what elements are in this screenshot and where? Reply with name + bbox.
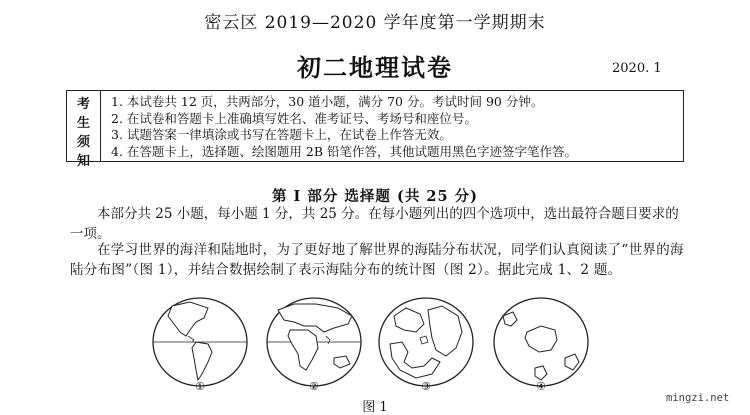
watermark: mingzi.net bbox=[666, 392, 730, 404]
section-intro: 本部分共 25 小题，每小题 1 分，共 25 分。在每小题列出的四个选项中，选出最符合题目要求的一项。 bbox=[70, 206, 679, 242]
figure-caption: 图 1 bbox=[362, 400, 388, 415]
globe-label: ③ bbox=[421, 380, 431, 393]
question-stem: 在学习世界的海洋和陆地时，为了更好地了解世界的海陆分布状况，同学们认真阅读了“世界的海陆分布图”（图 1），并结合数据绘制了表示海陆分布的统计图（图 2）。据此完成 1、2 题。 bbox=[70, 242, 684, 278]
notice-item: 3. 试题答案一律填涂或书写在答题卡上，在试卷上作答无效。 bbox=[111, 127, 452, 142]
exam-title: 初二地理试卷 bbox=[297, 53, 453, 82]
globe-label: ② bbox=[309, 380, 319, 393]
notice-label-char: 须 bbox=[76, 135, 90, 150]
notice-label bbox=[67, 91, 101, 169]
exam-date: 2020. 1 bbox=[612, 61, 662, 76]
notice-items bbox=[111, 94, 679, 160]
globe-label: ① bbox=[195, 380, 205, 393]
globe-label: ④ bbox=[536, 380, 546, 393]
globe-northern-hemisphere bbox=[376, 296, 476, 392]
section-title: 第 I 部分 选择题 (共 25 分) bbox=[272, 188, 478, 205]
notice-item: 1. 本试卷共 12 页，共两部分，30 道小题，满分 70 分。考试时间 90 分钟。 bbox=[111, 94, 544, 109]
globe-eastern-hemisphere bbox=[264, 296, 364, 392]
school-title: 密云区 2019—2020 学年度第一学期期末 bbox=[204, 13, 546, 33]
globe-southern-hemisphere bbox=[491, 296, 591, 392]
notice-item: 2. 在试卷和答题卡上准确填写姓名、准考证号、考场号和座位号。 bbox=[111, 110, 477, 126]
notice-label-char: 考 bbox=[76, 97, 90, 112]
globe-western-hemisphere bbox=[150, 296, 250, 392]
notice-label-char: 生 bbox=[76, 116, 90, 131]
notice-label-char: 知 bbox=[76, 154, 90, 169]
notice-box bbox=[66, 90, 684, 169]
notice-item: 4. 在答题卡上，选择题、绘图题用 2B 铅笔作答，其他试题用黑色字迹签字笔作答。 bbox=[111, 143, 577, 159]
